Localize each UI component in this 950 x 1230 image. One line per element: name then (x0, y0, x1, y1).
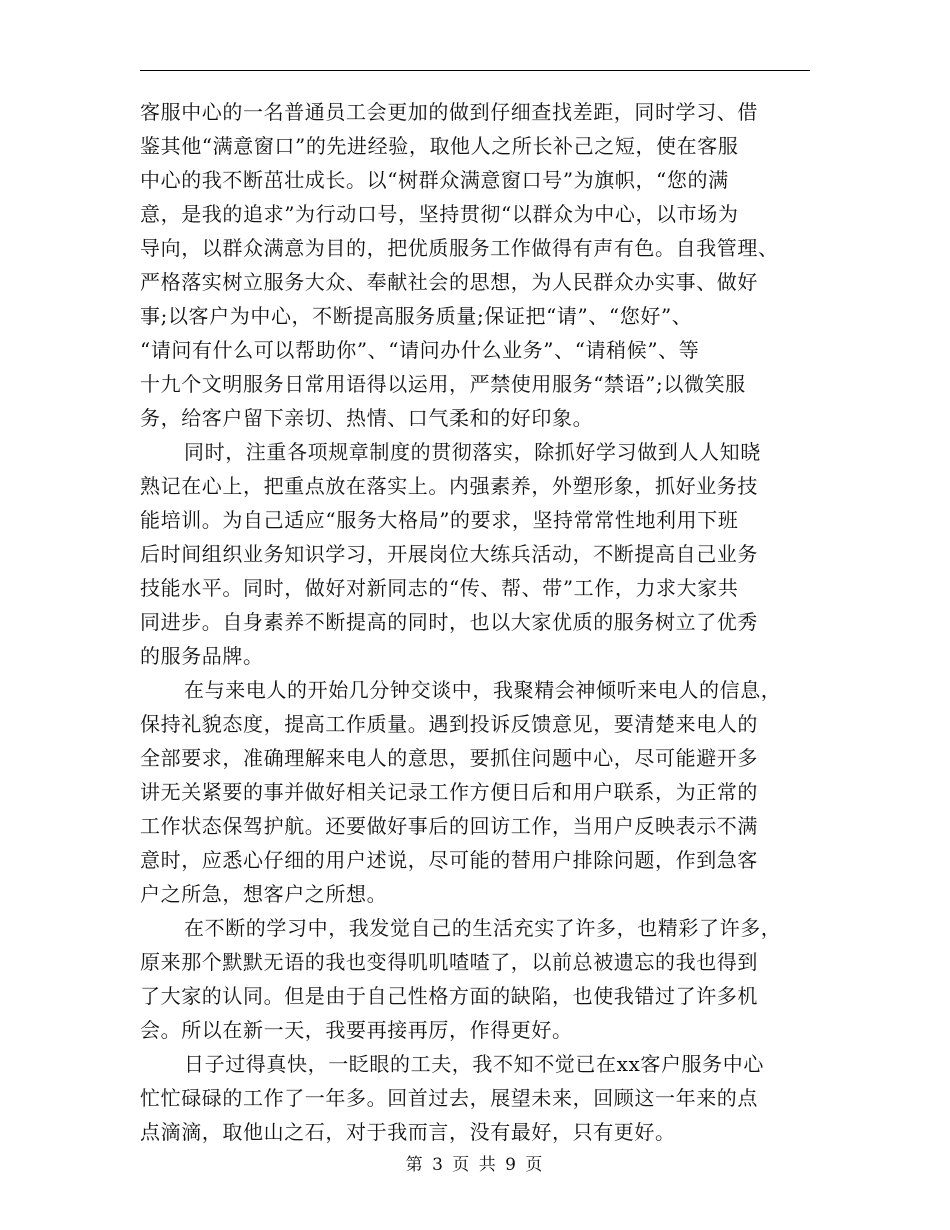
text-line: 意，是我的追求”为行动口号，坚持贯彻“以群众为中心，以市场为 (140, 202, 739, 226)
paragraph-start-line: 在不断的学习中，我发觉自己的生活充实了许多，也精彩了许多， (184, 916, 782, 940)
text-line: 严格落实树立服务大众、奉献社会的思想，为人民群众办实事、做好 (140, 270, 758, 294)
header-rule (140, 70, 810, 71)
text-line: 工作状态保驾护航。还要做好事后的回访工作，当用户反映表示不满 (140, 814, 758, 838)
text-line: 会。所以在新一天，我要再接再厉，作得更好。 (140, 1018, 573, 1042)
text-line: 十九个文明服务日常用语得以运用，严禁使用服务“禁语”;以微笑服 (140, 372, 746, 396)
text-line: 讲无关紧要的事并做好相关记录工作方便日后和用户联系，为正常的 (140, 780, 758, 804)
text-line: 鉴其他“满意窗口”的先进经验，取他人之所长补己之短，使在客服 (140, 134, 739, 158)
page-number-footer: 第 3 页 共 9 页 (405, 1155, 545, 1175)
text-line: 意时，应悉心仔细的用户述说，尽可能的替用户排除问题，作到急客 (140, 848, 758, 872)
text-line: 原来那个默默无语的我也变得叽叽喳喳了，以前总被遗忘的我也得到 (140, 950, 758, 974)
text-line: 客服中心的一名普通员工会更加的做到仔细查找差距，同时学习、借 (140, 100, 758, 124)
document-body (140, 95, 812, 1149)
text-line: 导向，以群众满意为目的，把优质服务工作做得有声有色。自我管理、 (140, 236, 779, 260)
text-line: 务，给客户留下亲切、热情、口气柔和的好印象。 (140, 406, 594, 430)
text-line: 了大家的认同。但是由于自己性格方面的缺陷，也使我错过了许多机 (140, 984, 758, 1008)
text-line: 点滴滴，取他山之石，对于我而言，没有最好，只有更好。 (140, 1120, 676, 1144)
text-line: “请问有什么可以帮助你”、“请问办什么业务”、“请稍候”、等 (140, 338, 700, 362)
text-line: 忙忙碌碌的工作了一年多。回首过去，展望未来，回顾这一年来的点 (140, 1086, 758, 1110)
paragraph-start-line: 同时，注重各项规章制度的贯彻落实，除抓好学习做到人人知晓 (184, 440, 761, 464)
text-line: 全部要求，准确理解来电人的意思，要抓住问题中心，尽可能避开多 (140, 746, 758, 770)
text-line: 中心的我不断茁壮成长。以“树群众满意窗口号”为旗帜，“您的满 (140, 168, 729, 192)
text-line: 技能水平。同时，做好对新同志的“传、帮、带”工作，力求大家共 (140, 576, 739, 600)
paragraph-start-line: 在与来电人的开始几分钟交谈中，我聚精会神倾听来电人的信息， (184, 678, 782, 702)
text-line: 事;以客户为中心，不断提高服务质量;保证把“请”、“您好”、 (140, 304, 693, 328)
text-line: 后时间组织业务知识学习，开展岗位大练兵活动，不断提高自己业务 (140, 542, 758, 566)
paragraph-start-line: 日子过得真快，一眨眼的工夫，我不知不觉已在xx客户服务中心 (184, 1052, 764, 1076)
text-line: 保持礼貌态度，提高工作质量。遇到投诉反馈意见，要清楚来电人的 (140, 712, 758, 736)
text-line: 的服务品牌。 (140, 644, 264, 668)
text-line: 能培训。为自己适应“服务大格局”的要求，坚持常常性地利用下班 (140, 508, 739, 532)
text-line: 户之所急，想客户之所想。 (140, 882, 388, 906)
text-line: 熟记在心上，把重点放在落实上。内强素养，外塑形象，抓好业务技 (140, 474, 758, 498)
text-line: 同进步。自身素养不断提高的同时，也以大家优质的服务树立了优秀 (140, 610, 758, 634)
